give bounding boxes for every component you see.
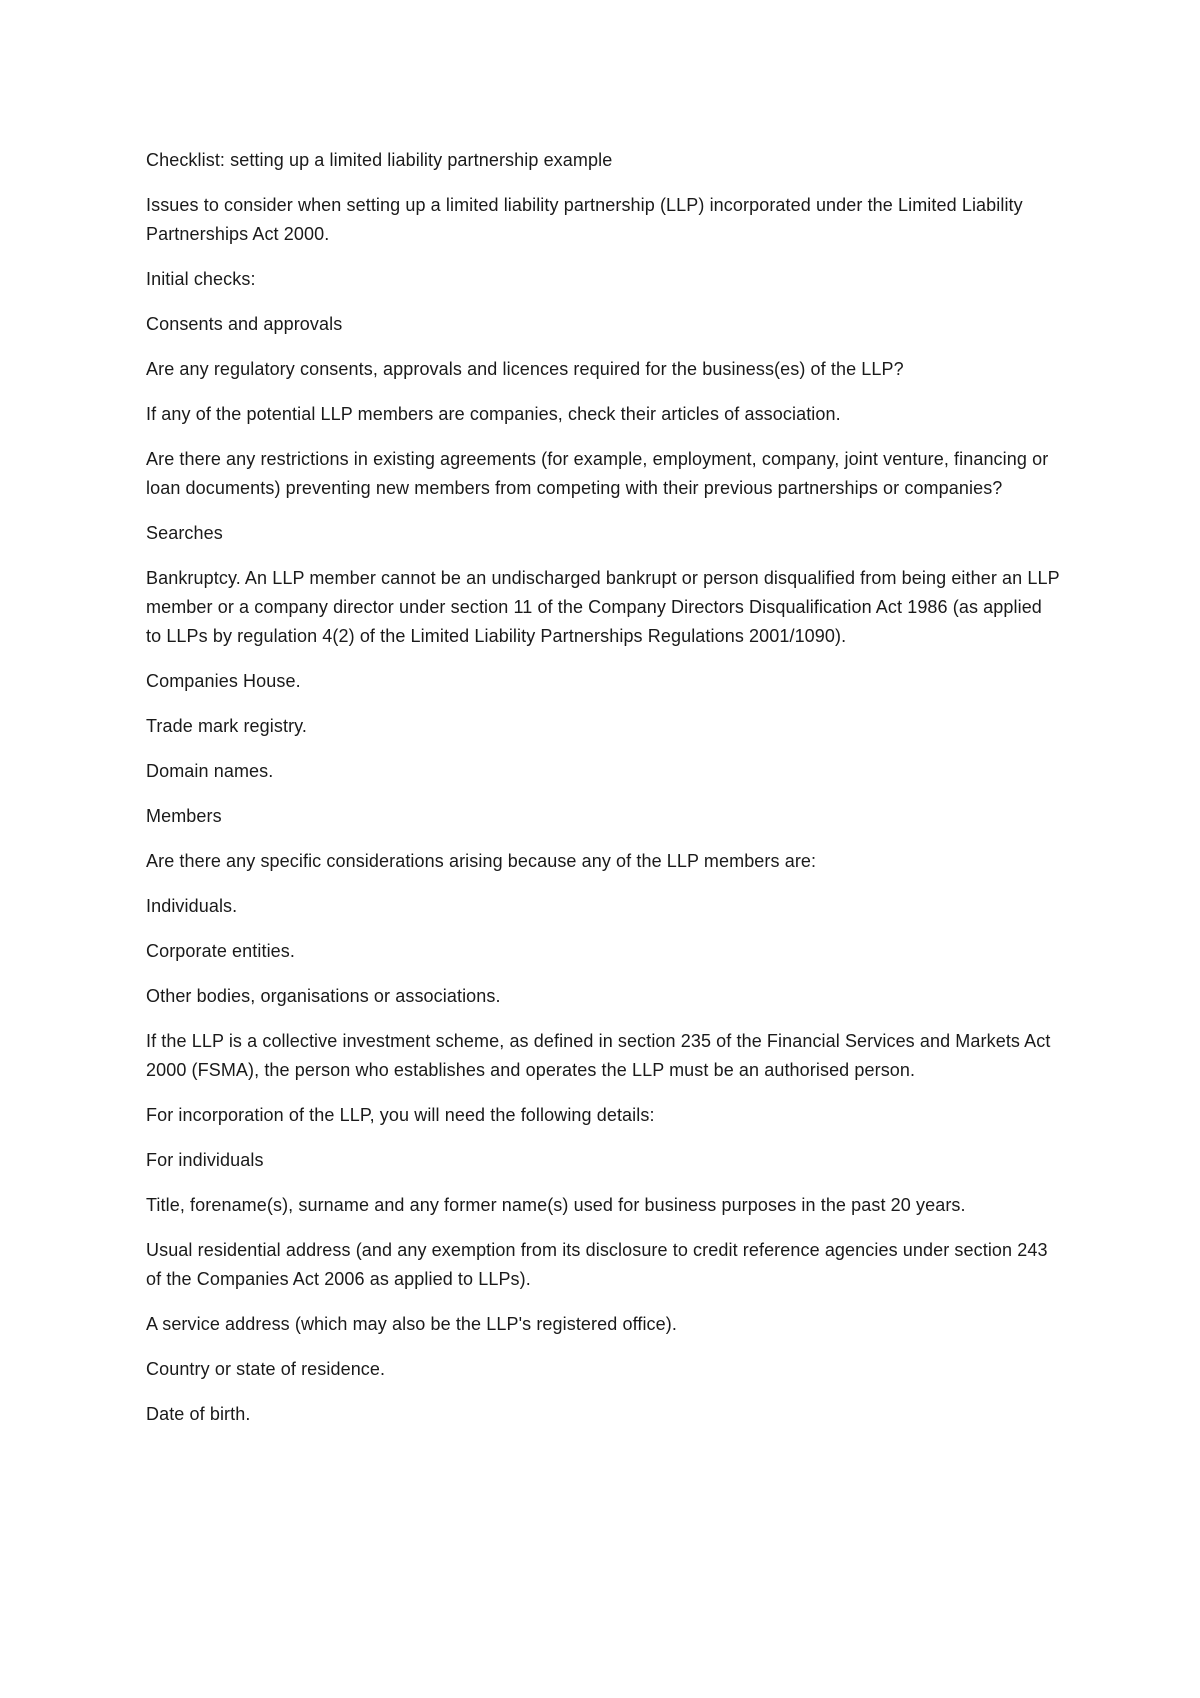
checklist-item: Are there any specific considerations arising because any of the LLP members are: bbox=[146, 851, 817, 871]
checklist-item: Trade mark registry. bbox=[146, 716, 308, 736]
checklist-item: Companies House. bbox=[146, 671, 301, 691]
subheading-for-individuals: For individuals bbox=[146, 1150, 264, 1170]
checklist-item: Domain names. bbox=[146, 761, 274, 781]
checklist-item: If any of the potential LLP members are companies, check their articles of association. bbox=[146, 404, 841, 424]
checklist-item: Corporate entities. bbox=[146, 941, 295, 961]
checklist-item: A service address (which may also be the LLP's registered office). bbox=[146, 1314, 677, 1334]
checklist-item: Individuals. bbox=[146, 896, 238, 916]
checklist-item: Other bodies, organisations or associations. bbox=[146, 986, 501, 1006]
checklist-item: For incorporation of the LLP, you will need the following details: bbox=[146, 1105, 655, 1125]
checklist-item: If the LLP is a collective investment scheme, as defined in section 235 of the Financial Services and Markets Act 2000 (FSMA), the person who establishes and operates the LLP must be an authorised person. bbox=[146, 1031, 1051, 1080]
subheading-members: Members bbox=[146, 806, 222, 826]
checklist-item: Title, forename(s), surname and any former name(s) used for business purposes in the past 20 years. bbox=[146, 1195, 966, 1215]
checklist-item: Bankruptcy. An LLP member cannot be an undischarged bankrupt or person disqualified from being either an LLP member or a company director under section 11 of the Company Directors Disqualification Act 1986 (as applied to LLPs by regulation 4(2) of the Limited Liability Partnerships Regulations 2001/1090). bbox=[146, 568, 1060, 646]
intro-paragraph: Issues to consider when setting up a limited liability partnership (LLP) incorporated under the Limited Liability Partnerships Act 2000. bbox=[146, 195, 1023, 244]
checklist-item: Date of birth. bbox=[146, 1404, 251, 1424]
section-heading-initial-checks: Initial checks: bbox=[146, 269, 256, 289]
subheading-searches: Searches bbox=[146, 523, 223, 543]
document-body bbox=[146, 146, 1062, 1445]
checklist-item: Usual residential address (and any exemption from its disclosure to credit reference agencies under section 243 of the Companies Act 2006 as applied to LLPs). bbox=[146, 1240, 1048, 1289]
checklist-item: Country or state of residence. bbox=[146, 1359, 386, 1379]
checklist-item: Are any regulatory consents, approvals and licences required for the business(es) of the LLP? bbox=[146, 359, 904, 379]
checklist-item: Are there any restrictions in existing agreements (for example, employment, company, joint venture, financing or loan documents) preventing new members from competing with their previous partnerships or companies? bbox=[146, 449, 1049, 498]
subheading-consents-and-approvals: Consents and approvals bbox=[146, 314, 343, 334]
document-title: Checklist: setting up a limited liability partnership example bbox=[146, 150, 613, 170]
